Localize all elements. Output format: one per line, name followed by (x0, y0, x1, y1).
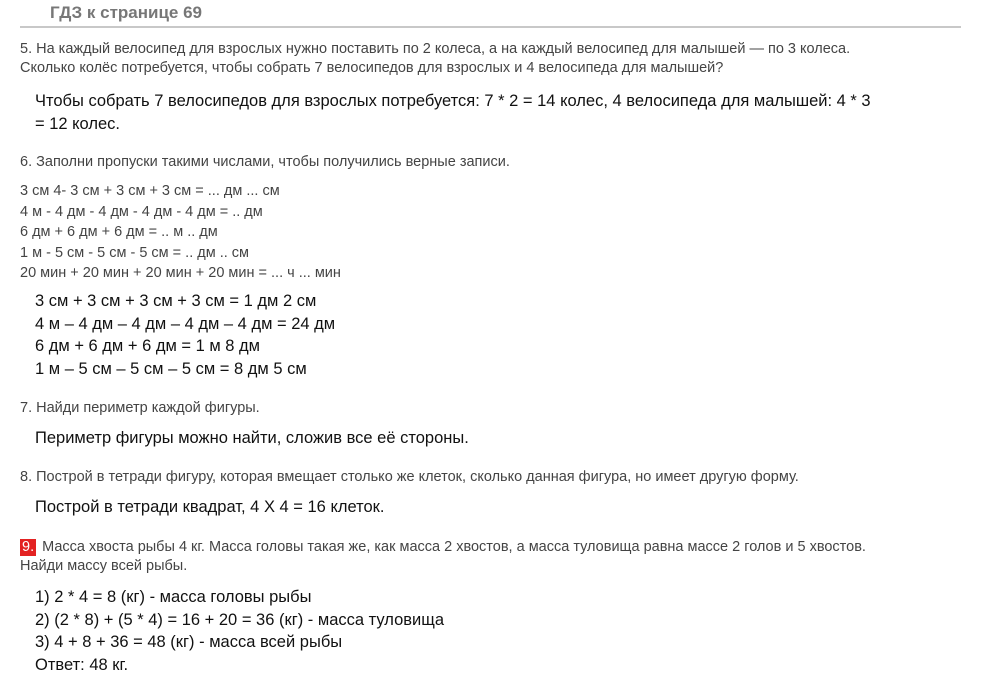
answer-line: 6 дм + 6 дм + 6 дм = 1 м 8 дм (35, 337, 261, 355)
task-9-question (20, 538, 965, 576)
exercise-line: 20 мин + 20 мин + 20 мин + 20 мин = ... ч ... мин (20, 265, 341, 281)
task-8-answer-line: Построй в тетради квадрат, 4 Х 4 = 16 клеток. (35, 498, 385, 516)
task-5-question (20, 40, 965, 78)
task-7-answer (35, 427, 960, 450)
answer-line: 3) 4 + 8 + 36 = 48 (кг) - масса всей рыбы (35, 633, 343, 651)
task-8-answer (35, 496, 960, 519)
task-5-question-line: 5. На каждый велосипед для взрослых нужно поставить по 2 колеса, а на каждый велосипед для малышей — по 3 колеса. (20, 41, 851, 57)
task-number-badge: 9. (22, 539, 35, 555)
answer-line: 4 м – 4 дм – 4 дм – 4 дм – 4 дм = 24 дм (35, 314, 336, 333)
answer-line: 1) 2 * 4 = 8 (кг) - масса головы рыбы (35, 588, 312, 606)
task-9-answers (35, 586, 960, 676)
exercise-line: 3 см 4- 3 см + 3 см + 3 см = ... дм ... см (20, 183, 280, 199)
task-6-question (20, 153, 965, 172)
answer-line: 3 см + 3 см + 3 см + 3 см = 1 дм 2 см (35, 292, 317, 310)
task-5-question-line: Сколько колёс потребуется, чтобы собрать 7 велосипедов для взрослых и 4 велосипеда для малышей? (20, 60, 724, 76)
answer-line: 1 м – 5 см – 5 см – 5 см = 8 дм 5 см (35, 359, 307, 378)
task-7-question (20, 399, 965, 418)
task-5-answer (35, 90, 960, 135)
answer-line: 2) (2 * 8) + (5 * 4) = 16 + 20 = 36 (кг) - масса туловища (35, 610, 445, 629)
task-8-question (20, 468, 965, 487)
exercise-line: 1 м - 5 см - 5 см - 5 см = .. дм .. см (20, 244, 250, 261)
task-8-question-line: 8. Построй в тетради фигуру, которая вмещает столько же клеток, сколько данная фигура, но имеет другую форму. (20, 469, 799, 485)
task-7-answer-line: Периметр фигуры можно найти, сложив все её стороны. (35, 429, 469, 447)
task-9-question-line (20, 538, 965, 557)
answer-line: Ответ: 48 кг. (35, 655, 129, 674)
task-9-question-text: Масса хвоста рыбы 4 кг. Масса головы такая же, как масса 2 хвостов, а масса туловища равна массе 2 голов и 5 хвостов. (38, 539, 866, 555)
exercise-line: 6 дм + 6 дм + 6 дм = .. м .. дм (20, 224, 218, 240)
task-5-answer-line: = 12 колес. (35, 114, 121, 133)
exercise-line: 4 м - 4 дм - 4 дм - 4 дм - 4 дм = .. дм (20, 203, 263, 220)
task-6-exercises (20, 181, 965, 284)
page-title: ГДЗ к странице 69 (50, 3, 203, 22)
task-5-answer-line: Чтобы собрать 7 велосипедов для взрослых потребуется: 7 * 2 = 14 колес, 4 велосипеда для малышей: 4 * 3 (35, 92, 871, 110)
task-6-question-line: 6. Заполни пропуски такими числами, чтобы получились верные записи. (20, 154, 510, 170)
task-7-question-line: 7. Найди периметр каждой фигуры. (20, 400, 260, 416)
task-6-answers (35, 290, 960, 380)
task-9-question-line: Найди массу всей рыбы. (20, 558, 188, 574)
page-header (20, 0, 961, 28)
